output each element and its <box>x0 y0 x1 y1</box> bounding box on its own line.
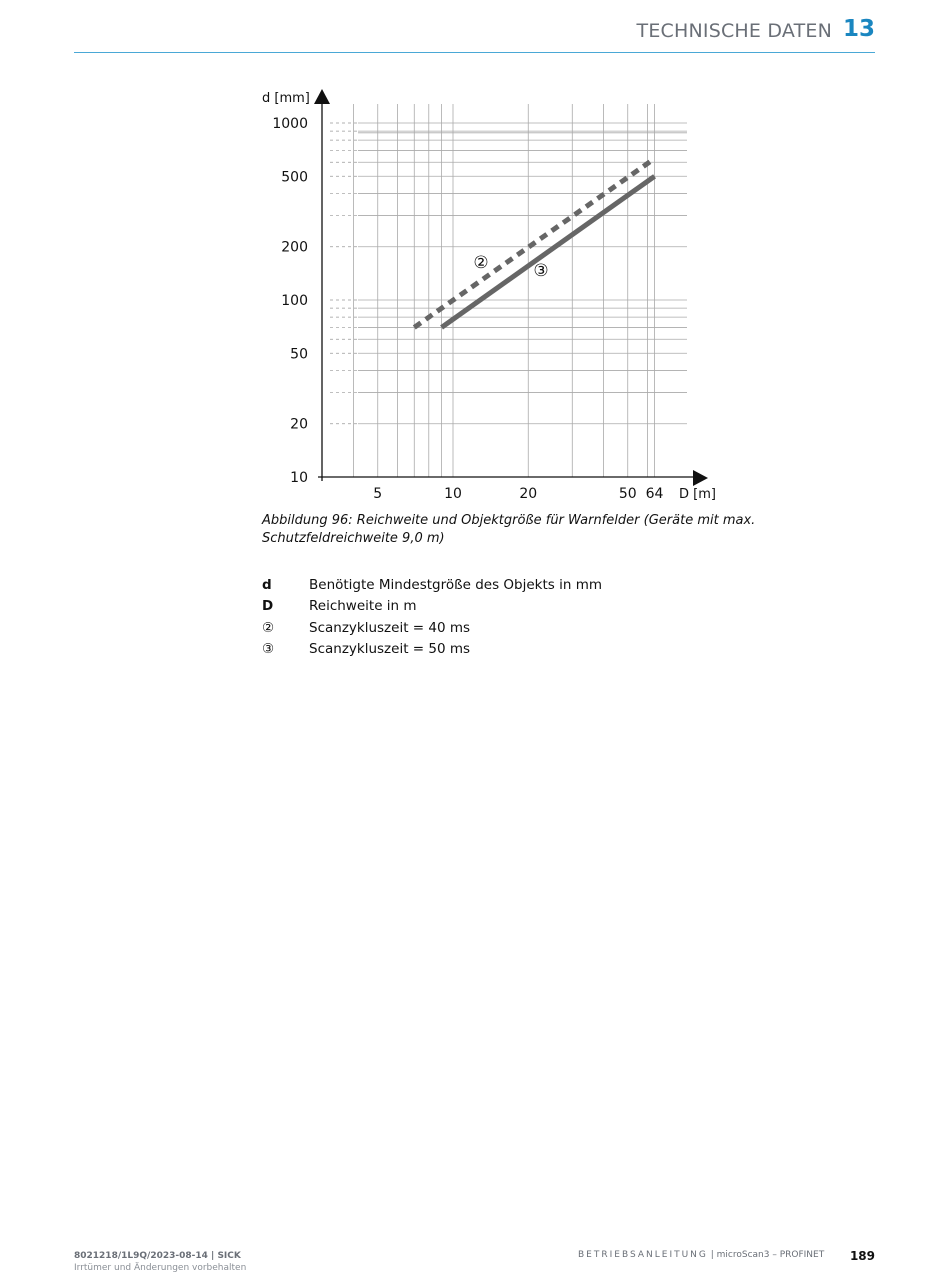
x-tick-label: 50 <box>618 486 637 502</box>
section-title: TECHNISCHE DATEN <box>636 20 832 42</box>
chart-axes <box>314 89 708 486</box>
series-callout-label: ③ <box>533 261 549 281</box>
disclaimer: Irrtümer und Änderungen vorbehalten <box>74 1263 247 1273</box>
x-tick-label: 10 <box>444 486 462 502</box>
product-name: | microScan3 – PROFINET <box>707 1250 825 1260</box>
header-divider <box>74 52 875 53</box>
figure-caption: Abbildung 96: Reichweite und Objektgröße für Warnfelder (Geräte mit max. Schutzfeldreichweite 9,0 m) <box>262 513 756 546</box>
legend-symbol: ② <box>262 619 275 636</box>
footer-left <box>74 1250 246 1274</box>
chart-series <box>414 159 654 328</box>
x-axis-arrow <box>693 470 708 486</box>
legend-text: Scanzykluszeit = 40 ms <box>309 619 471 636</box>
x-tick-label: 20 <box>519 486 538 502</box>
document-id: 8021218/1L9Q/2023-08-14 | SICK <box>74 1251 241 1261</box>
legend-text: Benötigte Mindestgröße des Objekts in mm <box>309 577 603 593</box>
y-axis-title: d [mm] <box>262 91 310 106</box>
x-axis-title: D [m] <box>679 487 716 502</box>
chart-grid <box>330 104 687 477</box>
y-tick-label: 10 <box>290 470 308 486</box>
y-tick-label: 200 <box>281 239 308 256</box>
legend-symbol: d <box>262 577 272 593</box>
y-axis-arrow <box>314 89 330 104</box>
legend-text: Reichweite in m <box>309 598 417 615</box>
y-tick-label: 100 <box>281 293 308 309</box>
y-tick-label: 500 <box>281 169 308 186</box>
legend-symbol: ③ <box>262 640 275 657</box>
footer-manual <box>578 1250 824 1260</box>
range-object-size-chart <box>250 84 720 509</box>
x-tick-label: 64 <box>645 486 664 502</box>
y-tick-label: 1000 <box>272 116 308 132</box>
series-line-2 <box>414 159 654 328</box>
series-callout-label: ② <box>473 253 489 273</box>
legend-text: Scanzykluszeit = 50 ms <box>309 640 471 657</box>
x-tick-label: 5 <box>373 486 383 502</box>
legend-symbol: D <box>262 598 274 615</box>
page-number: 189 <box>849 1249 875 1263</box>
manual-label: BETRIEBSANLEITUNG <box>578 1250 708 1260</box>
series-line-3 <box>442 176 655 327</box>
y-tick-label: 50 <box>290 346 308 363</box>
y-tick-label: 20 <box>290 416 308 433</box>
chapter-number: 13 <box>842 16 875 42</box>
